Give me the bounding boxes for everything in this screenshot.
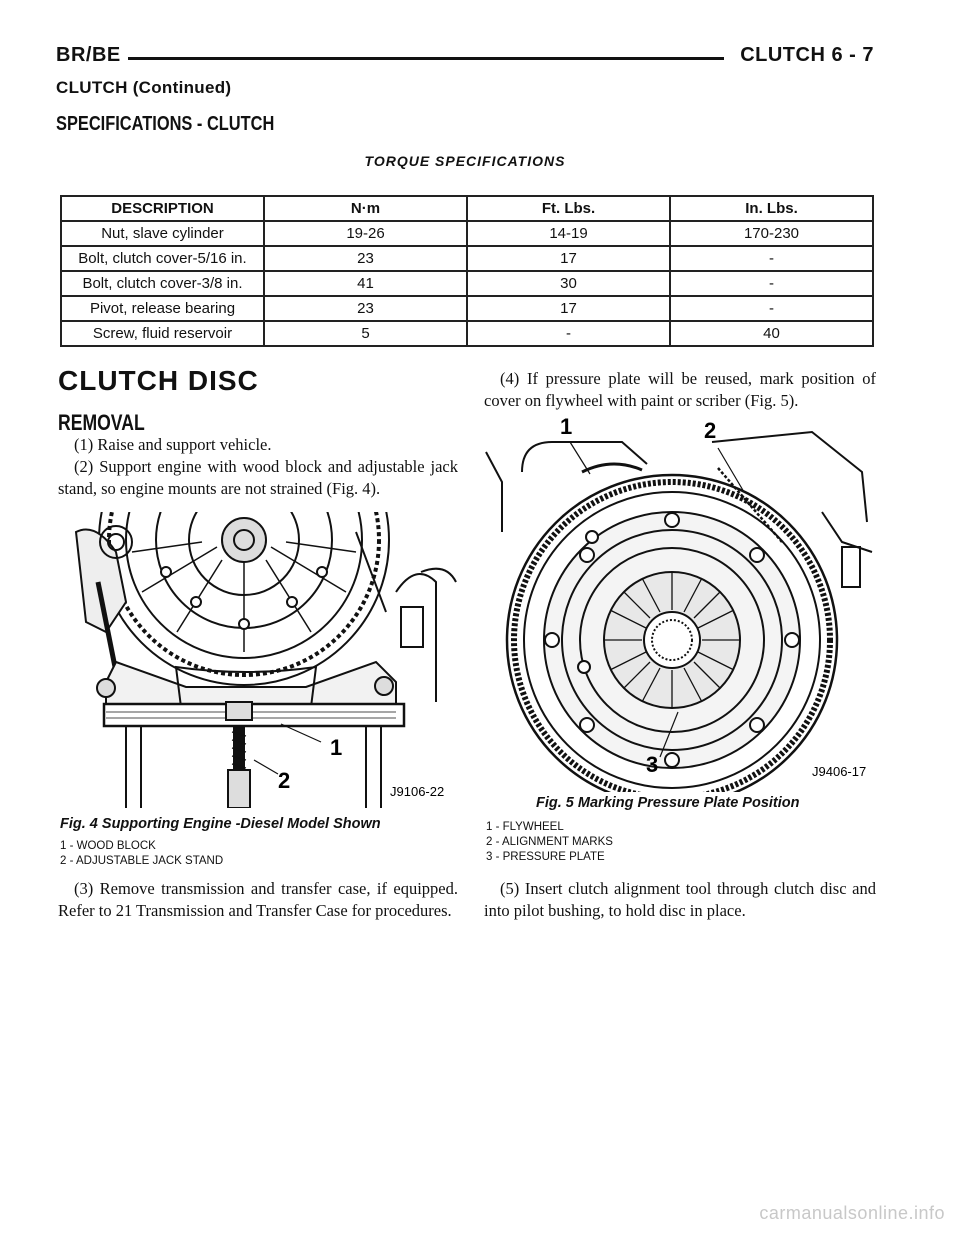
- step-1: (1) Raise and support vehicle.: [74, 435, 272, 454]
- figure-4-engine-support-illustration: [56, 512, 460, 808]
- watermark: carmanualsonline.info: [759, 1203, 945, 1223]
- table-cell: 23: [264, 246, 467, 271]
- legend-item: 1 - WOOD BLOCK: [60, 840, 156, 852]
- step-2: (2) Support engine with wood block and adjustable jack stand, so engine mounts are not strained (Fig. 4).: [58, 457, 458, 498]
- table-cell: 5: [264, 321, 467, 346]
- header-model: BR/BE: [56, 44, 121, 66]
- table-row: [61, 296, 873, 321]
- figure-code: J9406-17: [812, 764, 867, 779]
- table-cell: 14-19: [467, 221, 670, 246]
- table-cell: Nut, slave cylinder: [61, 221, 264, 246]
- table-cell: -: [670, 296, 873, 321]
- figure-5-caption: Fig. 5 Marking Pressure Plate Position: [536, 795, 800, 811]
- legend-item: 2 - ADJUSTABLE JACK STAND: [60, 855, 224, 867]
- table-cell: -: [670, 246, 873, 271]
- section-title: CLUTCH DISC: [58, 365, 259, 396]
- table-header-row: [61, 196, 873, 221]
- table-cell: -: [670, 271, 873, 296]
- figure-5-pressure-plate-illustration: [482, 412, 876, 792]
- column-header: DESCRIPTION: [61, 196, 264, 221]
- callout-3: 3: [646, 752, 659, 777]
- table-cell: 41: [264, 271, 467, 296]
- column-header: Ft. Lbs.: [467, 196, 670, 221]
- column-header: N·m: [264, 196, 467, 221]
- table-cell: 23: [264, 296, 467, 321]
- legend-item: 2 - ALIGNMENT MARKS: [486, 836, 613, 848]
- header-section-page: CLUTCH 6 - 7: [740, 44, 874, 66]
- step-5: (5) Insert clutch alignment tool through clutch disc and into pilot bushing, to hold disc in place.: [484, 879, 876, 920]
- table-cell: 40: [670, 321, 873, 346]
- table-cell: 17: [467, 296, 670, 321]
- figure-code: J9106-22: [390, 784, 445, 799]
- table-row: [61, 271, 873, 296]
- torque-table-title: TORQUE SPECIFICATIONS: [364, 153, 566, 169]
- table-cell: 19-26: [264, 221, 467, 246]
- legend-item: 3 - PRESSURE PLATE: [486, 851, 605, 863]
- table-cell: 17: [467, 246, 670, 271]
- callout-1: 1: [560, 414, 573, 439]
- table-cell: Bolt, clutch cover-3/8 in.: [61, 271, 264, 296]
- callout-2: 2: [278, 768, 291, 793]
- table-row: [61, 246, 873, 271]
- figure-4-caption: Fig. 4 Supporting Engine -Diesel Model Shown: [60, 816, 381, 832]
- table-cell: Bolt, clutch cover-5/16 in.: [61, 246, 264, 271]
- column-header: In. Lbs.: [670, 196, 873, 221]
- step-3: (3) Remove transmission and transfer case, if equipped. Refer to 21 Transmission and Transfer Case for procedures.: [58, 879, 458, 920]
- page-header: [56, 44, 874, 74]
- figure-4-legend: [60, 839, 223, 869]
- table-cell: 30: [467, 271, 670, 296]
- figure-5-legend: [486, 820, 613, 865]
- callout-1: 1: [330, 735, 343, 760]
- step-4: (4) If pressure plate will be reused, mark position of cover on flywheel with paint or scriber (Fig. 5).: [484, 369, 876, 410]
- header-rule: [128, 57, 724, 60]
- continued-heading: CLUTCH (Continued): [56, 78, 232, 97]
- table-cell: Screw, fluid reservoir: [61, 321, 264, 346]
- table-cell: Pivot, release bearing: [61, 296, 264, 321]
- table-cell: 170-230: [670, 221, 873, 246]
- table-cell: -: [467, 321, 670, 346]
- table-row: [61, 221, 873, 246]
- legend-item: 1 - FLYWHEEL: [486, 821, 564, 833]
- callout-2: 2: [704, 418, 717, 443]
- torque-table: [60, 195, 874, 347]
- subsection-title: REMOVAL: [58, 410, 145, 435]
- table-row: [61, 321, 873, 346]
- spec-heading: SPECIFICATIONS - CLUTCH: [56, 113, 275, 135]
